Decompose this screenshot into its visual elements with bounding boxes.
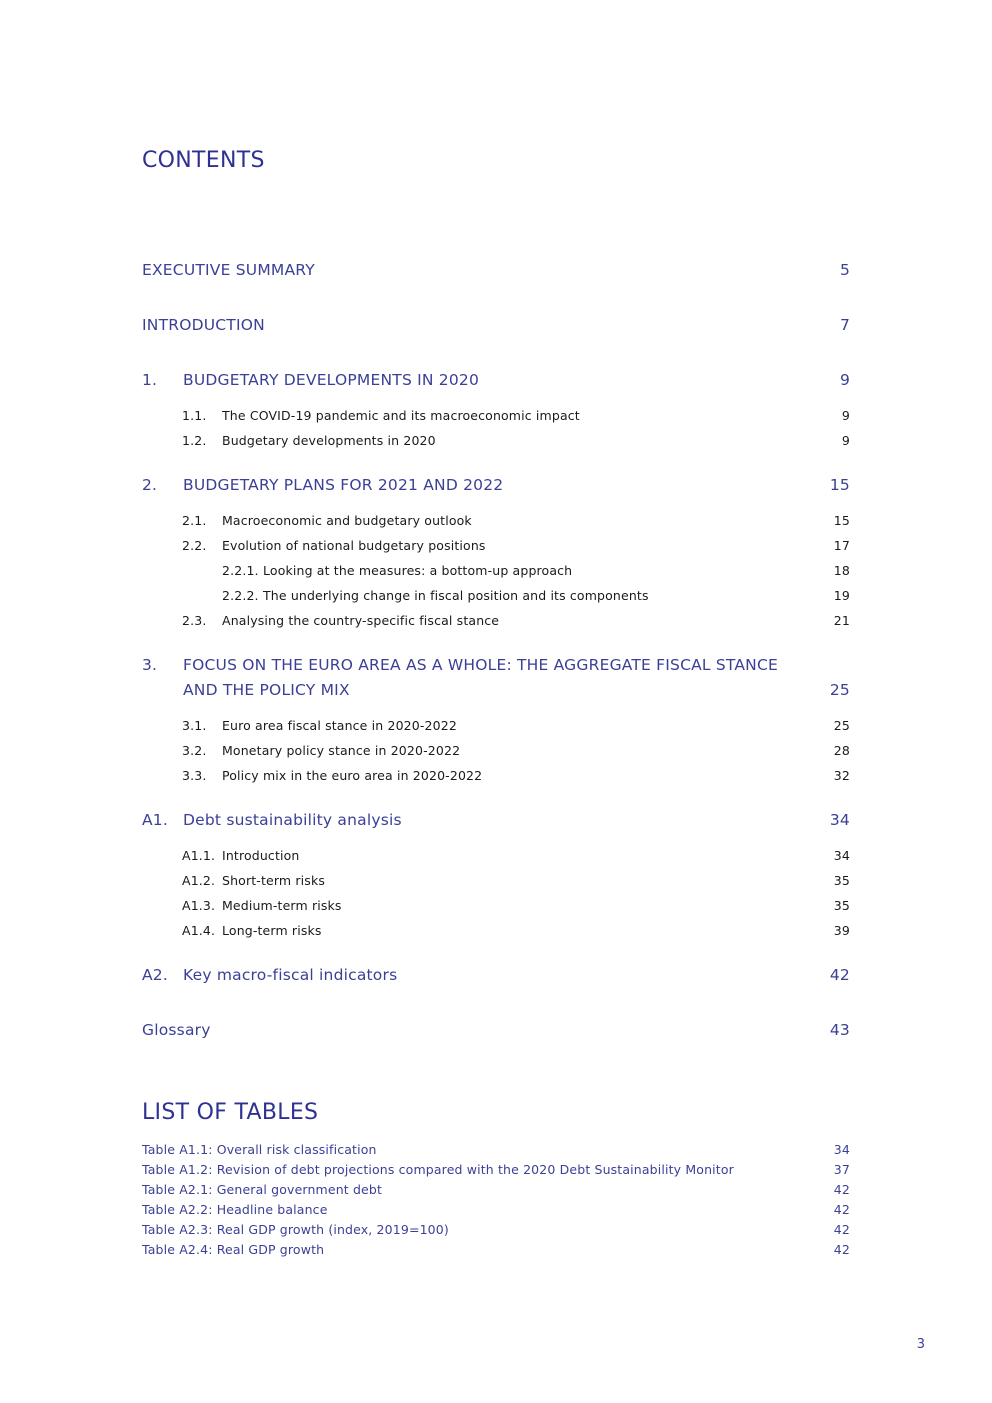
table-list-page: 42 — [833, 1222, 850, 1237]
toc-page-number: 15 — [833, 513, 850, 528]
toc-entry-section-2-3[interactable] — [142, 609, 850, 633]
toc-page-number: 28 — [833, 743, 850, 758]
toc-number: A1.2. — [182, 873, 216, 888]
toc-entry-introduction[interactable] — [142, 313, 850, 337]
toc-number: A1. — [142, 811, 168, 829]
footer-page-number: 3 — [916, 1337, 925, 1352]
toc-title: Budgetary developments in 2020 — [222, 433, 436, 448]
toc-entry-annex-a2[interactable] — [142, 963, 850, 987]
toc-title: BUDGETARY DEVELOPMENTS IN 2020 — [183, 371, 480, 389]
toc-entry-annex-a1-2[interactable] — [142, 869, 850, 893]
toc-title: Debt sustainability analysis — [183, 811, 402, 829]
toc-title: FOCUS ON THE EURO AREA AS A WHOLE: THE AGGREGATE FISCAL STANCE AND THE POLICY MIX — [183, 656, 778, 699]
toc-number: 1.1. — [182, 408, 207, 423]
toc-number: A1.3. — [182, 898, 216, 913]
table-list-label: Table A1.1: Overall risk classification — [142, 1142, 377, 1157]
toc-number: A2. — [142, 966, 168, 984]
toc-entry-section-3-1[interactable] — [142, 714, 850, 738]
table-list-label: Table A1.2: Revision of debt projections compared with the 2020 Debt Sustainability Monitor — [142, 1162, 734, 1177]
toc-title: Introduction — [222, 848, 300, 863]
toc-title: Macroeconomic and budgetary outlook — [222, 513, 472, 528]
toc-number: 1.2. — [182, 433, 207, 448]
list-of-tables-heading: LIST OF TABLES — [142, 1100, 319, 1125]
toc-number: 2.3. — [182, 613, 207, 628]
toc-page-number: 9 — [839, 371, 850, 389]
toc-entry-section-3-3[interactable] — [142, 764, 850, 788]
toc-page-number: 39 — [833, 923, 850, 938]
table-list-item[interactable] — [142, 1200, 850, 1220]
toc-title: The COVID-19 pandemic and its macroeconomic impact — [222, 408, 580, 423]
toc-title: BUDGETARY PLANS FOR 2021 AND 2022 — [183, 476, 504, 494]
table-list-label: Table A2.2: Headline balance — [142, 1202, 328, 1217]
toc-entry-section-2-2-2[interactable] — [142, 584, 850, 608]
toc-page-number: 43 — [829, 1021, 850, 1039]
toc-entry-executive-summary[interactable] — [142, 258, 850, 282]
toc-page-number: 34 — [833, 848, 850, 863]
table-list-label: Table A2.1: General government debt — [142, 1182, 383, 1197]
toc-number: 2.2.1. — [222, 563, 259, 578]
toc-entry-section-1-1[interactable] — [142, 404, 850, 428]
toc-entry-section-2-1[interactable] — [142, 509, 850, 533]
table-list-item[interactable] — [142, 1140, 850, 1160]
toc-number: 1. — [142, 371, 158, 389]
toc-page-number: 35 — [833, 898, 850, 913]
toc-number: 2.2.2. — [222, 588, 259, 603]
toc-page-number: 42 — [829, 966, 850, 984]
toc-number: 3.3. — [182, 768, 207, 783]
toc-number: 2.1. — [182, 513, 207, 528]
toc-entry-annex-a1-3[interactable] — [142, 894, 850, 918]
toc-entry-annex-a1[interactable] — [142, 808, 850, 832]
toc-page-number: 9 — [841, 433, 850, 448]
toc-title: Analysing the country-specific fiscal stance — [222, 613, 500, 628]
toc-entry-annex-a1-4[interactable] — [142, 919, 850, 943]
toc-entry-section-2-2-1[interactable] — [142, 559, 850, 583]
table-list-item[interactable] — [142, 1240, 850, 1260]
toc-number: 2. — [142, 476, 158, 494]
table-list-page: 34 — [833, 1142, 850, 1157]
toc-title: Short-term risks — [222, 873, 325, 888]
table-list-page: 37 — [833, 1162, 850, 1177]
table-list-item[interactable] — [142, 1220, 850, 1240]
table-list-page: 42 — [833, 1242, 850, 1257]
toc-title: EXECUTIVE SUMMARY — [142, 261, 315, 279]
toc-entry-annex-a1-1[interactable] — [142, 844, 850, 868]
toc-page-number: 32 — [833, 768, 850, 783]
toc-title: Medium-term risks — [222, 898, 342, 913]
toc-page-number: 34 — [829, 811, 850, 829]
toc-entry-section-3[interactable] — [142, 653, 850, 705]
toc-page-number: 25 — [829, 681, 850, 699]
toc-number: A1.4. — [182, 923, 216, 938]
toc-title: Key macro-fiscal indicators — [183, 966, 398, 984]
toc-page-number: 35 — [833, 873, 850, 888]
toc-title: Glossary — [142, 1021, 211, 1039]
toc-page-number: 5 — [839, 261, 850, 279]
toc-page-number: 15 — [829, 476, 850, 494]
table-list-label: Table A2.3: Real GDP growth (index, 2019=100) — [142, 1222, 449, 1237]
toc-title: Evolution of national budgetary positions — [222, 538, 486, 553]
toc-entry-section-3-2[interactable] — [142, 739, 850, 763]
toc-page-number: 19 — [833, 588, 850, 603]
toc-title: The underlying change in fiscal position and its components — [263, 588, 649, 603]
toc-number: A1.1. — [182, 848, 216, 863]
table-list-page: 42 — [833, 1202, 850, 1217]
toc-title: Long-term risks — [222, 923, 322, 938]
toc-entry-section-2-2[interactable] — [142, 534, 850, 558]
toc-number: 3.1. — [182, 718, 207, 733]
toc-entry-glossary[interactable] — [142, 1018, 850, 1042]
toc-title: INTRODUCTION — [142, 316, 265, 334]
toc-page-number: 7 — [839, 316, 850, 334]
toc-page-number: 21 — [833, 613, 850, 628]
toc-entry-section-1-2[interactable] — [142, 429, 850, 453]
toc-entry-section-1[interactable] — [142, 368, 850, 392]
toc-title: Monetary policy stance in 2020-2022 — [222, 743, 461, 758]
toc-title: Looking at the measures: a bottom-up approach — [263, 563, 573, 578]
toc-page-number: 17 — [833, 538, 850, 553]
table-list-item[interactable] — [142, 1180, 850, 1200]
toc-page-number: 18 — [833, 563, 850, 578]
toc-entry-section-2[interactable] — [142, 473, 850, 497]
toc-number: 3.2. — [182, 743, 207, 758]
contents-heading: CONTENTS — [142, 148, 265, 173]
toc-page-number: 9 — [841, 408, 850, 423]
toc-title: Policy mix in the euro area in 2020-2022 — [222, 768, 483, 783]
table-list-page: 42 — [833, 1182, 850, 1197]
toc-page-number: 25 — [833, 718, 850, 733]
toc-number: 3. — [142, 656, 158, 674]
table-list-item[interactable] — [142, 1160, 850, 1180]
toc-title: Euro area fiscal stance in 2020-2022 — [222, 718, 457, 733]
table-list-label: Table A2.4: Real GDP growth — [142, 1242, 325, 1257]
toc-number: 2.2. — [182, 538, 207, 553]
